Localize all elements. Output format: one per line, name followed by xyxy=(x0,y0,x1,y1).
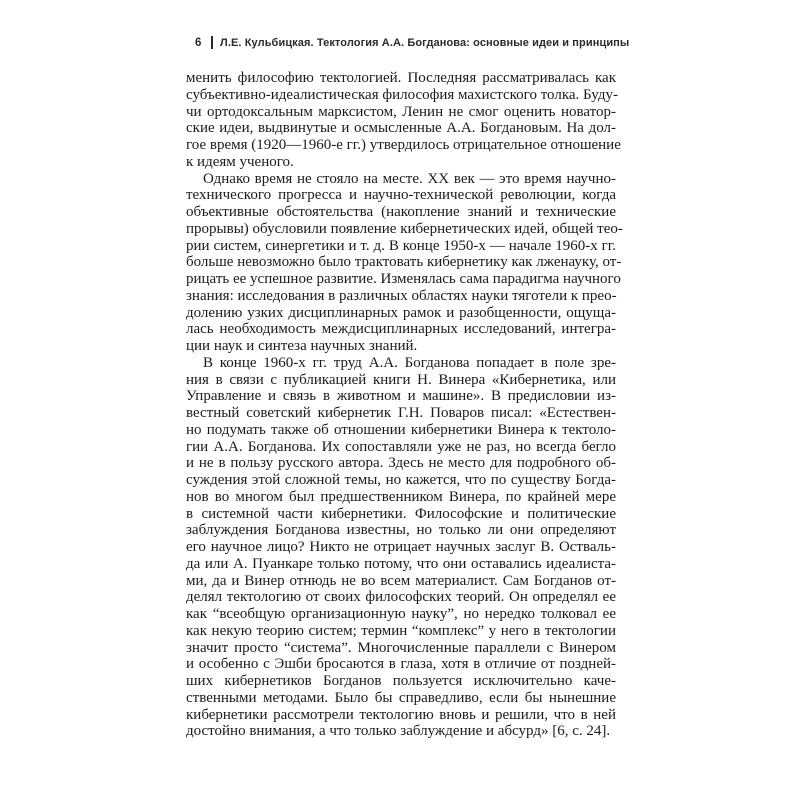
text-line: ми, да и Винер отнюдь не во всем материалист. Сам Богданов от- xyxy=(186,572,616,589)
text-line: делял тектологию от своих философских теорий. Он определял ее xyxy=(186,589,616,606)
text-line: в системной части кибернетики. Философские и политические xyxy=(186,505,616,522)
text-line: рицать ее успешное развитие. Изменялась сама парадигма научного xyxy=(186,271,621,287)
text-line: нов во многом был предшественником Винера, по крайней мере xyxy=(186,488,616,505)
text-line: ции наук и синтеза научных знаний. xyxy=(186,338,418,354)
text-line: значит просто “система”. Многочисленные параллели с Винером xyxy=(186,639,616,656)
text-line: заблуждения Богданова известны, но только ли они определяют xyxy=(186,522,616,539)
text-line: суждения этой сложной темы, но кажется, что по существу Богда- xyxy=(186,472,616,488)
text-line: как “всеобщую организационную науку”, но нередко толковал ее xyxy=(186,606,616,622)
text-line: чи ортодоксальным марксистом, Ленин не смог оценить новатор- xyxy=(186,103,616,120)
text-line: вестный советский кибернетик Г.Н. Поваров писал: «Естествен- xyxy=(186,405,616,421)
running-header xyxy=(195,36,629,49)
text-line: и не в пользу русского автора. Здесь не место для подробного об- xyxy=(186,455,616,472)
text-line: его научное лицо? Никто не отрицает научных заслуг В. Остваль- xyxy=(186,539,616,555)
text-line: но подумать также об отношении кибернетики Винера к тектоло- xyxy=(186,421,616,438)
text-line: ших кибернетиков Богданов пользуется исключительно каче- xyxy=(186,673,616,689)
text-line: гое время (1920—1960-е гг.) утвердилось отрицательное отношение xyxy=(186,137,621,153)
text-line: ские идеи, выдвинутые и осмысленные А.А. Богдановым. На дол- xyxy=(186,120,616,137)
text-line: ния в связи с публикацией книги Н. Винера «Кибернетика, или xyxy=(186,371,616,388)
text-line: субъективно-идеалистическая философия махистского толка. Буду- xyxy=(186,86,618,103)
text-block xyxy=(186,70,623,740)
text-line: рии систем, синергетики и т. д. В конце 1950-х — начале 1960-х гг. xyxy=(186,237,616,254)
text-line: знания: исследования в различных областях науки тяготели к прео- xyxy=(186,287,617,304)
text-line: да или А. Пуанкаре только потому, что они оставались идеалиста- xyxy=(186,555,616,572)
text-line: прорывы) обусловили появление кибернетических идей, общей тео- xyxy=(186,220,623,237)
text-line: кибернетики рассмотрели тектологию вновь и решили, что в ней xyxy=(186,706,616,723)
text-line: менить философию тектологией. Последняя рассматривалась как xyxy=(186,70,616,86)
text-line: как некую теорию систем; термин “комплекс” у него в тектологии xyxy=(186,622,616,639)
text-line: Управление и связь в животном и машине». В предисловии из- xyxy=(186,388,616,405)
text-line: больше невозможно было трактовать кибернетику как лженауку, от- xyxy=(186,254,622,271)
text-line: долению узких дисциплинарных рамок и разобщенности, ощуща- xyxy=(186,304,616,321)
text-line: к идеям ученого. xyxy=(186,153,294,170)
text-line: и особенно с Эшби бросаются в глаза, хотя в отличие от поздней- xyxy=(186,656,616,673)
header-divider-bar xyxy=(211,36,214,49)
text-line: В конце 1960-х гг. труд А.А. Богданова попадает в поле зре- xyxy=(203,354,616,371)
text-line: технического прогресса и научно-технической революции, когда xyxy=(186,187,616,204)
text-line: объективные обстоятельства (накопление знаний и технические xyxy=(186,204,616,220)
text-line: лась необходимость междисциплинарных исследований, интегра- xyxy=(186,321,616,338)
running-title: Л.Е. Кульбицкая. Тектология А.А. Богданова: основные идеи и принципы xyxy=(220,36,630,49)
text-line: гии А.А. Богданова. Их сопоставляли уже не раз, но всегда бегло xyxy=(186,438,616,455)
text-line: достойно внимания, а что только заблуждение и абсурд» [6, с. 24]. xyxy=(186,723,611,740)
page-number: 6 xyxy=(195,36,202,49)
text-line: Однако время не стояло на месте. XX век — это время научно- xyxy=(203,170,616,187)
text-line: ственными методами. Было бы справедливо, если бы нынешние xyxy=(186,689,616,706)
